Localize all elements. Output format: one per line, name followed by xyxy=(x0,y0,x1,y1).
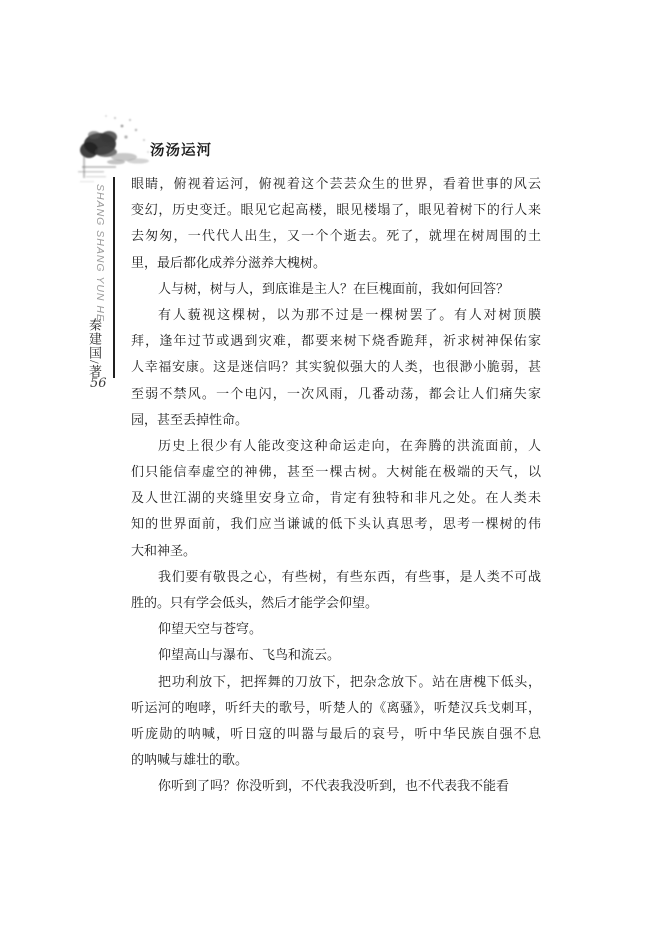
chapter-title: 汤汤运河 xyxy=(150,143,212,159)
page-number: 56 xyxy=(90,376,107,391)
text-line: 眼睛，俯视着运河，俯视着这个芸芸众生的世界，看着世事的风云 xyxy=(131,176,541,191)
text-line: 听庞勋的呐喊，听日寇的叫嚣与最后的哀号，听中华民族自强不息 xyxy=(131,725,541,741)
text-line: 胜的。只有学会低头，然后才能学会仰望。 xyxy=(131,595,379,610)
text-line: 的呐喊与雄壮的歌。 xyxy=(131,752,249,768)
text-line: 至弱不禁风。一个电闪，一次风雨，几番动荡，都会让人们痛失家 xyxy=(131,385,541,401)
text-line: 大和神圣。 xyxy=(131,542,197,558)
text-line: 我们要有敬畏之心，有些树，有些东西，有些事，是人类不可战 xyxy=(158,568,541,584)
text-line: 历史上很少有人能改变这种命运走向，在奔腾的洪流面前，人 xyxy=(158,437,541,453)
text-line: 你听到了吗？你没听到，不代表我没听到，也不代表我不能看 xyxy=(158,778,510,794)
text-line: 去匆匆，一代代人出生，又一个个逝去。死了，就埋在树周围的土 xyxy=(131,228,541,244)
text-line: 仰望高山与瀑布、飞鸟和流云。 xyxy=(158,647,341,663)
text-line: 园，甚至丢掉性命。 xyxy=(131,411,249,427)
text-line: 拜，逢年过节或遇到灾难，都要来树下烧香跪拜，祈求树神保佑家 xyxy=(131,333,541,349)
series-title-romanized: SHANG SHANG YUN HE xyxy=(94,184,106,322)
text-line: 把功利放下，把挥舞的刀放下，把杂念放下。站在唐槐下低头， xyxy=(158,673,541,689)
text-line: 听运河的咆哮，听纤夫的歌号，听楚人的《离骚》，听楚汉兵戈刺耳， xyxy=(131,699,541,715)
text-line: 有人藐视这棵树，以为那不过是一棵树罢了。有人对树顶膜 xyxy=(158,306,541,322)
text-line: 人与树，树与人，到底谁是主人？在巨槐面前，我如何回答？ xyxy=(158,280,510,296)
text-line: 变幻，历史变迁。眼见它起高楼，眼见楼塌了，眼见着树下的行人来 xyxy=(131,202,541,218)
text-line: 仰望天空与苍穹。 xyxy=(158,621,263,637)
sidebar-vertical-rule xyxy=(113,177,115,378)
text-line: 知的世界面前，我们应当谦诚的低下头认真思考，思考一棵树的伟 xyxy=(131,516,541,532)
body-text xyxy=(131,171,541,800)
text-line: 人幸福安康。这是迷信吗？其实貌似强大的人类，也很渺小脆弱，甚 xyxy=(131,359,541,375)
author-name: 秦建国/著 xyxy=(87,318,102,379)
text-line: 及人世江湖的夹缝里安身立命，肯定有独特和非凡之处。在人类未 xyxy=(131,490,541,506)
text-line: 们只能信奉虚空的神佛，甚至一棵古树。大树能在极端的天气，以 xyxy=(131,464,541,480)
text-line: 里，最后都化成养分滋养大槐树。 xyxy=(131,254,327,270)
